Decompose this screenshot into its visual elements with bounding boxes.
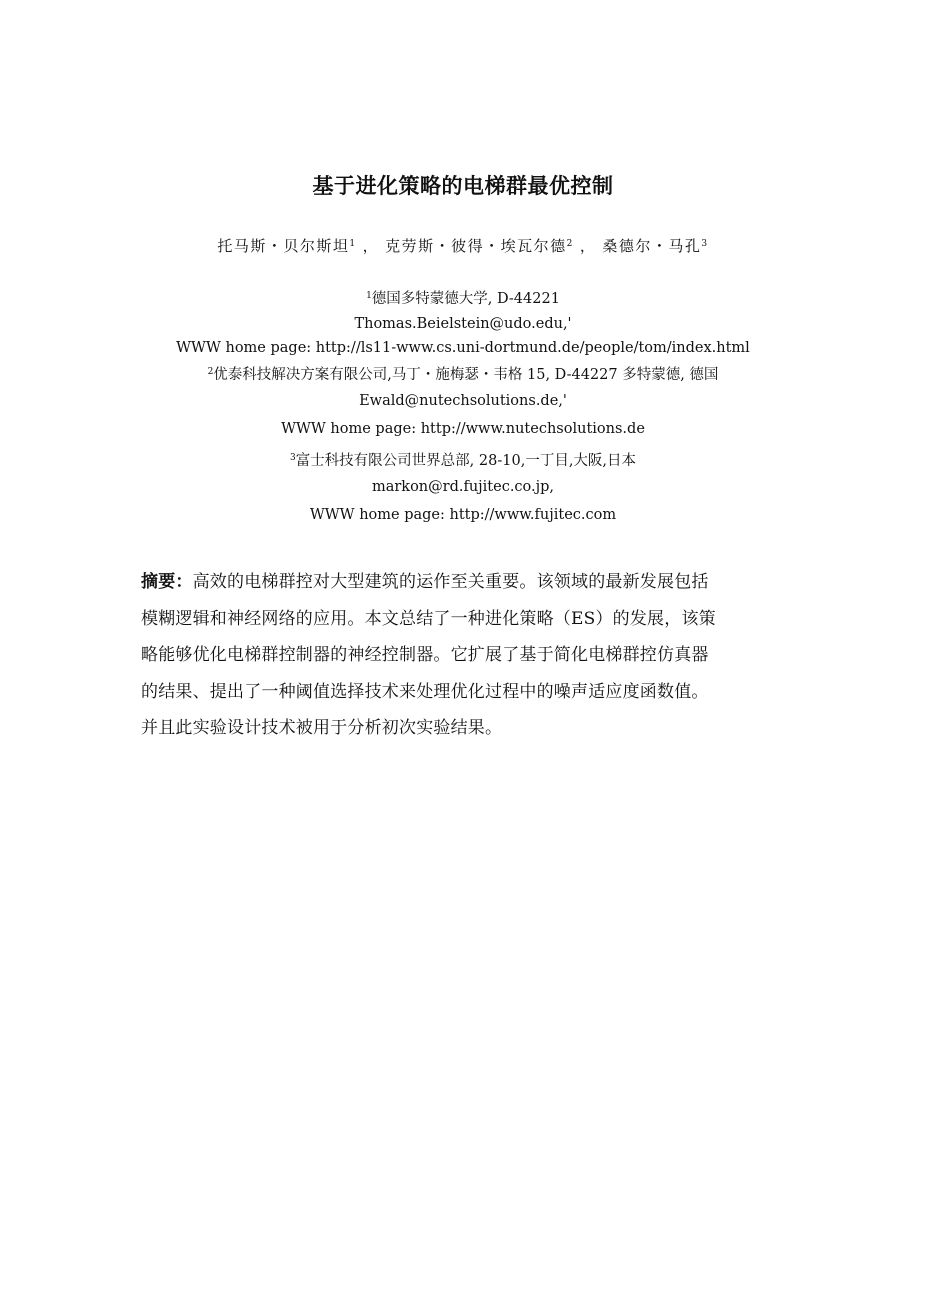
author-separator: ， xyxy=(579,237,597,255)
abstract-line-2: 模糊逻辑和神经网络的应用。本文总结了一种进化策略（ES）的发展，该策 xyxy=(141,608,716,629)
author-3: 桑德尔・马孔$^3$ xyxy=(602,237,709,255)
affiliation-3-mark: 3 xyxy=(289,453,296,463)
abstract-line-5: 并且此实验设计技术被用于分析初次实验结果。 xyxy=(141,718,503,738)
affiliation-1-email: Thomas.Beielstein@udo.edu,' xyxy=(354,316,572,332)
affiliation-3-org: $^3$富士科技有限公司世界总部, 28-10,一丁目,大阪,日本 xyxy=(289,453,637,469)
abstract-label: 摘要： xyxy=(141,572,193,592)
abstract-line-3: 略能够优化电梯群控制器的神经控制器。它扩展了基于简化电梯群控仿真器 xyxy=(141,645,709,665)
affiliation-2-email: Ewald@nutechsolutions.de,' xyxy=(359,393,567,409)
author-1: 托马斯・贝尔斯坦$^1$ xyxy=(217,237,357,255)
affiliation-1-org: $^1$德国多特蒙德大学, D-44221 xyxy=(366,291,560,307)
affiliation-3-web: WWW home page: http://www.fujitec.com xyxy=(309,507,617,523)
author-separator: ， xyxy=(362,237,380,255)
abstract-line-1: 摘要：高效的电梯群控对大型建筑的运作至关重要。该领域的最新发展包括 xyxy=(141,572,709,592)
paper-title: 基于进化策略的电梯群最优控制 xyxy=(312,174,614,198)
author-1-mark: 1 xyxy=(349,239,357,249)
abstract xyxy=(141,564,786,747)
author-list xyxy=(0,235,926,256)
affiliation-1-mark: 1 xyxy=(366,291,372,301)
affiliation-3-email: markon@rd.fujitec.co.jp, xyxy=(371,479,555,495)
author-2: 克劳斯・彼得・埃瓦尔德$^2$ xyxy=(385,237,574,255)
author-3-mark: 3 xyxy=(701,239,709,249)
affiliation-2-web: WWW home page: http://www.nutechsolutions.de xyxy=(281,421,645,437)
author-2-mark: 2 xyxy=(566,239,574,249)
affiliation-2-org: $^2$优泰科技解决方案有限公司,马丁・施梅瑟・韦格 15, D-44227 多特蒙德, 德国 xyxy=(207,367,719,383)
affiliation-2-mark: 2 xyxy=(207,367,214,377)
affiliation-1-web: WWW home page: http://ls11-www.cs.uni-dortmund.de/people/tom/index.html xyxy=(176,340,750,356)
abstract-line-4: 的结果、提出了一种阈值选择技术来处理优化过程中的噪声适应度函数值。 xyxy=(141,681,709,702)
